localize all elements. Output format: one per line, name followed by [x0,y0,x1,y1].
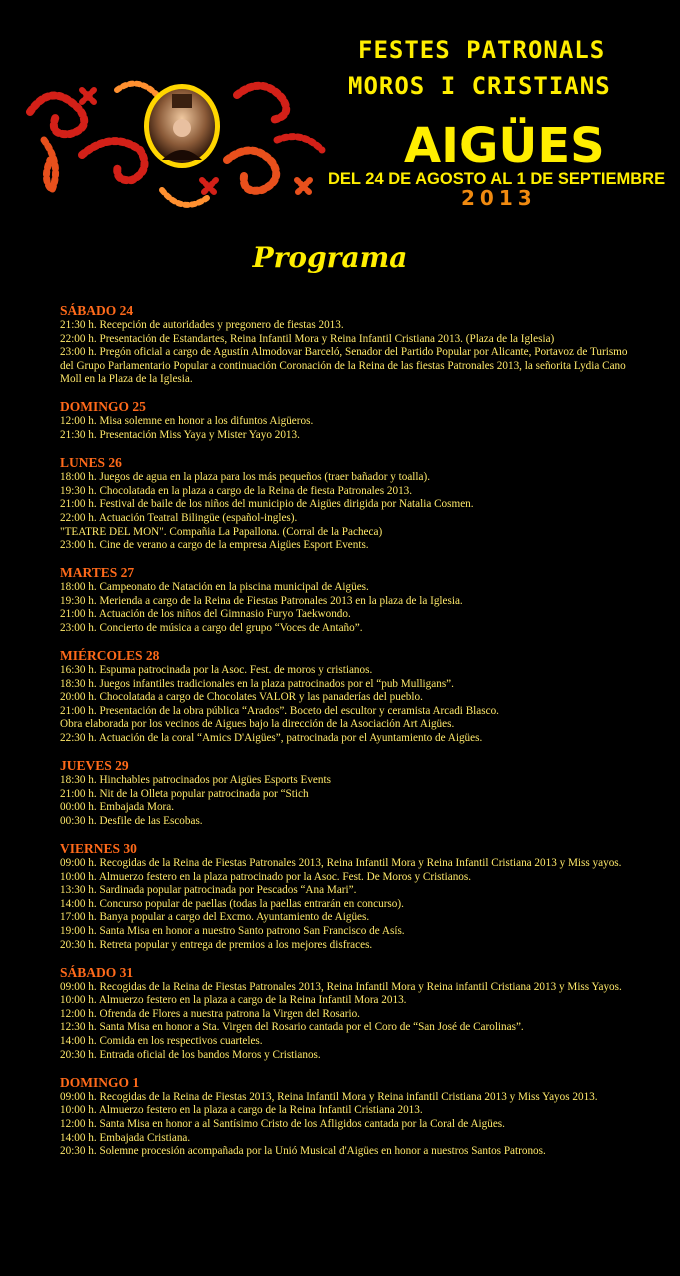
event-item: 21:30 h. Presentación Miss Yaya y Mister Yayo 2013. [60,429,300,442]
event-item: 10:00 h. Almuerzo festero en la plaza a cargo de la Reina Infantil Cristiana 2013. [60,1104,423,1117]
event-item: 22:00 h. Presentación de Estandartes, Reina Infantil Mora y Reina Infantil Cristiana 2013. (Plaza de la Iglesia) [60,332,555,345]
event-item: 21:00 h. Nit de la Olleta popular patrocinada por “Stich [60,787,309,800]
event-item: 21:00 h. Presentación de la obra pública “Arados”. Boceto del escultor y ceramista Arcadi Blasco. [60,704,499,717]
event-item: 00:00 h. Embajada Mora. [60,801,175,814]
event-item: 22:30 h. Actuación de la coral “Amics D'Aigües”, patrocinada por el Ayuntamiento de Aigües. [60,732,483,745]
event-item: 14:00 h. Comida en los respectivos cuarteles. [60,1035,263,1048]
festival-dates: DEL 24 DE AGOSTO AL 1 DE SEPTIEMBRE [328,170,666,188]
festival-title-line-1: FESTES PATRONALS [358,36,606,64]
event-item: 18:00 h. Campeonato de Natación en la piscina municipal de Aigües. [60,581,369,594]
event-item: 22:00 h. Actuación Teatral Bilingüe (español-ingles). [60,511,298,524]
day-block [60,965,630,1063]
day-heading: SÁBADO 24 [60,303,134,318]
event-item: 13:30 h. Sardinada popular patrocinada por Pescados “Ana Mari”. [60,884,357,897]
day-block [60,758,630,828]
event-item: 09:00 h. Recogidas de la Reina de Fiestas Patronales 2013, Reina Infantil Mora y Reina infantil Cristiana 2013 y Miss Yayos. [60,980,622,993]
event-item: 17:00 h. Banya popular a cargo del Excmo. Ayuntamiento de Aigües. [60,911,370,924]
event-item: 23:00 h. Cine de verano a cargo de la empresa Aigües Esport Events. [60,539,369,552]
event-item: 21:00 h. Festival de baile de los niños del municipio de Aigües dirigida por Natalia Cosmen. [60,498,474,511]
event-item: 16:30 h. Espuma patrocinada por la Asoc. Fest. de moros y cristianos. [60,664,373,677]
day-block [60,1075,630,1159]
program-schedule [60,303,630,1171]
event-item: "TEATRE DEL MON". Compañia La Papallona. (Corral de la Pacheca) [60,525,383,538]
day-heading: DOMINGO 1 [60,1074,140,1090]
event-item: 19:00 h. Santa Misa en honor a nuestro Santo patrono San Francisco de Asís. [60,925,405,937]
event-item: 12:00 h. Ofrenda de Flores a nuestra patrona la Virgen del Rosario. [60,1007,360,1020]
event-item: 20:30 h. Solemne procesión acompañada por la Unió Musical d'Aigües en honor a nuestros Santos Patronos. [60,1145,546,1158]
town-name: AIGÜES [404,118,605,174]
event-item: 14:00 h. Concurso popular de paellas (todas la paellas entrarán en concurso). [60,897,404,910]
event-item: 12:30 h. Santa Misa en honor a Sta. Virgen del Rosario cantada por el Coro de “San José de Carolinas”. [60,1021,524,1034]
day-heading: JUEVES 29 [60,758,129,774]
poster-header [0,0,680,240]
day-heading: LUNES 26 [60,455,122,471]
day-block [60,455,630,553]
event-item: 18:00 h. Juegos de agua en la plaza para los más pequeños (traer bañador y toalla). [60,471,430,484]
day-block [60,303,630,387]
event-item: 09:00 h. Recogidas de la Reina de Fiestas 2013, Reina Infantil Mora y Reina infantil Cristiana 2013 y Miss Yayos 2013. [60,1090,598,1103]
day-heading: MARTES 27 [60,565,135,581]
festival-ornament-logo [22,70,332,220]
event-item: 14:00 h. Embajada Cristiana. [60,1131,191,1144]
event-item: 19:30 h. Chocolatada en la plaza a cargo de la Reina de fiesta Patronales 2013. [60,484,413,497]
event-item: 20:30 h. Retreta popular y entrega de premios a los mejores disfraces. [60,938,373,951]
event-item: 00:30 h. Desfile de las Escobas. [60,814,203,827]
event-item: 12:00 h. Santa Misa en honor a al Santísimo Cristo de los Afligidos cantada por la Coral de Aigües. [60,1117,505,1130]
event-item: 21:00 h. Actuación de los niños del Gimnasio Furyo Taekwondo. [60,608,351,621]
event-item: 09:00 h. Recogidas de la Reina de Fiestas Patronales 2013, Reina Infantil Mora y Reina Infantil Cristiana 2013 y Miss yayos. [60,857,622,870]
festival-year: 2013 [461,186,537,210]
event-item: 20:30 h. Entrada oficial de los bandos Moros y Cristianos. [60,1048,321,1061]
festival-title-line-2: MOROS I CRISTIANS [348,72,611,100]
event-item: 12:00 h. Misa solemne en honor a los difuntos Aigüeros. [60,415,314,428]
event-item: 21:30 h. Recepción de autoridades y pregonero de fiestas 2013. [60,319,344,331]
event-item: 23:00 h. Pregón oficial a cargo de Agustín Almodovar Barceló, Senador del Partido Popular por Alicante, Portavoz de Turismo del Grupo Parlamentario Popular a continuación Coronación de la Reina de las fiestas Patronales 2013, la señorita Lydia Cano Moll en la Plaza de la Iglesia. [60,346,628,386]
day-block [60,648,630,746]
event-item: 19:30 h. Merienda a cargo de la Reina de Fiestas Patronales 2013 en la plaza de la Iglesia. [60,594,463,607]
event-item: 10:00 h. Almuerzo festero en la plaza patrocinado por la Asoc. Fest. De Moros y Cristianos. [60,870,472,883]
day-heading: DOMINGO 25 [60,399,146,415]
day-heading: VIERNES 30 [60,841,137,857]
event-item: 20:00 h. Chocolatada a cargo de Chocolates VALOR y las panaderías del pueblo. [60,691,423,704]
day-block [60,399,630,442]
day-heading: MIÉRCOLES 28 [60,648,160,664]
event-item: 23:00 h. Concierto de música a cargo del grupo “Voces de Antaño”. [60,622,363,634]
day-block [60,565,630,635]
event-item: 10:00 h. Almuerzo festero en la plaza a cargo de la Reina Infantil Mora 2013. [60,994,407,1007]
program-heading: Programa [252,241,408,274]
day-heading: SÁBADO 31 [60,964,134,980]
event-item: 18:30 h. Juegos infantiles tradicionales en la plaza patrocinados por el “pub Mulligans”. [60,677,454,690]
event-item: 18:30 h. Hinchables patrocinados por Aigües Esports Events [60,774,331,787]
day-block [60,841,630,952]
event-item: Obra elaborada por los vecinos de Aigues bajo la dirección de la Asociación Art Aigües. [60,718,455,731]
